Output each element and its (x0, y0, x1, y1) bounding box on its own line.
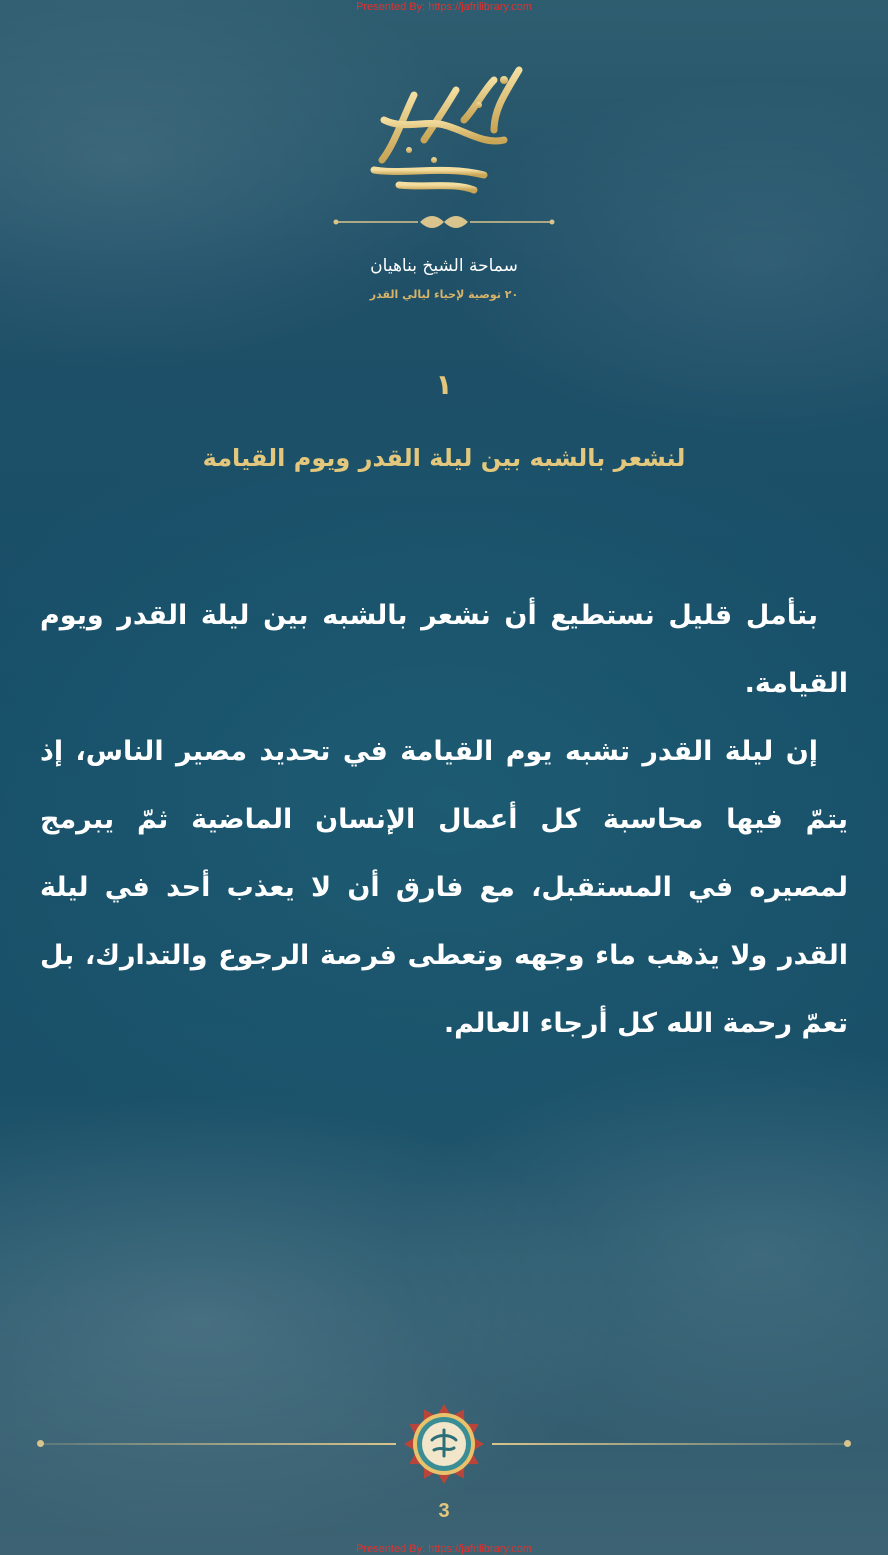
calligraphy-logo (344, 50, 544, 200)
section-number: ١ (435, 368, 453, 401)
footer-line-right (492, 1443, 848, 1445)
watermark-bottom: Presented By: https://jafrilibrary.com (356, 1543, 532, 1555)
book-title: ٢٠ توصية لإحياء ليالي القدر (369, 288, 519, 301)
body-text (40, 582, 848, 1058)
author-emblem-logo (402, 1402, 486, 1486)
section-title: لنشعر بالشبه بين ليلة القدر ويوم القيامة (202, 444, 686, 472)
page-number: 3 (438, 1500, 450, 1522)
author-name: سماحة الشيخ بناهيان (370, 256, 518, 276)
title-divider-ornament (332, 212, 556, 232)
paragraph-1: بتأمل قليل نستطيع أن نشعر بالشبه بين ليلة القدر ويوم القيامة. (40, 600, 848, 699)
footer-dot-left (37, 1440, 44, 1447)
paragraph-2: إن ليلة القدر تشبه يوم القيامة في تحديد مصير الناس، إذ يتمّ فيها محاسبة كل أعمال الإنسان الماضية ثمّ يبرمج لمصيره في المستقبل، مع فارق أن لا يعذب أحد في ليلة القدر ولا يذهب ماء وجهه وتعطى فرصة الرجوع والتدارك، بل تعمّ رحمة الله كل أرجاء العالم. (40, 736, 848, 1039)
footer-line-left (40, 1443, 396, 1445)
watermark-top: Presented By: https://jafrilibrary.com (356, 1, 532, 13)
footer-dot-right (844, 1440, 851, 1447)
